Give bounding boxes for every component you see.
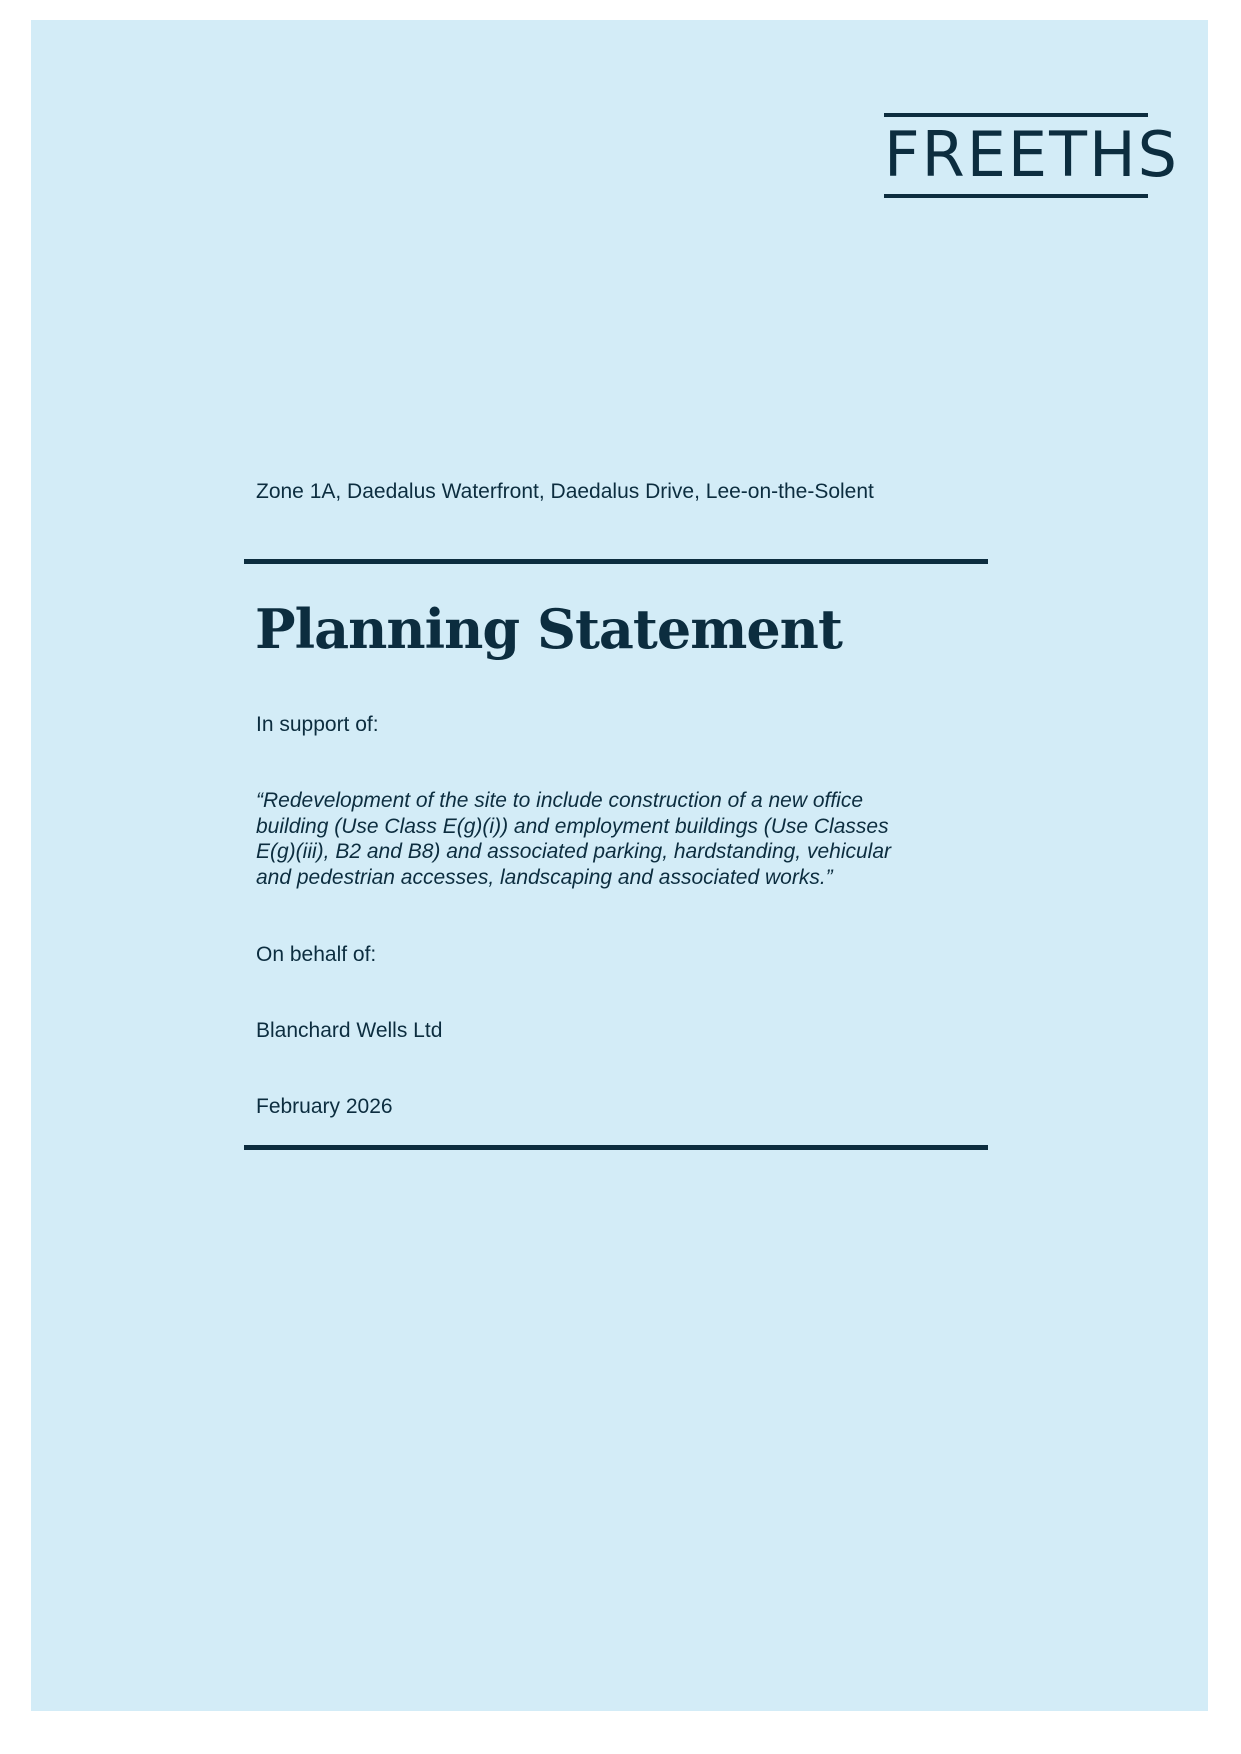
- client-name: Blanchard Wells Ltd: [256, 1019, 443, 1042]
- behalf-label: On behalf of:: [256, 943, 377, 966]
- development-description: [256, 788, 976, 890]
- document-title: Planning Statement: [255, 597, 842, 661]
- top-divider: [244, 559, 988, 564]
- bottom-divider: [244, 1145, 988, 1150]
- description-line: “Redevelopment of the site to include construction of a new office: [256, 789, 864, 812]
- document-date: February 2026: [256, 1095, 393, 1118]
- freeths-logo: [884, 113, 1179, 198]
- description-line: E(g)(iii), B2 and B8) and associated parking, hardstanding, vehicular: [256, 840, 892, 863]
- description-line: building (Use Class E(g)(i)) and employment buildings (Use Classes: [256, 814, 889, 838]
- site-address: Zone 1A, Daedalus Waterfront, Daedalus Drive, Lee-on-the-Solent: [256, 480, 874, 503]
- logo-wordmark: FREETHS: [884, 118, 1179, 191]
- description-line: and pedestrian accesses, landscaping and associated works.”: [256, 865, 833, 889]
- support-label: In support of:: [256, 713, 379, 736]
- logo-bottom-rule: [884, 194, 1148, 198]
- logo-top-rule: [884, 113, 1148, 117]
